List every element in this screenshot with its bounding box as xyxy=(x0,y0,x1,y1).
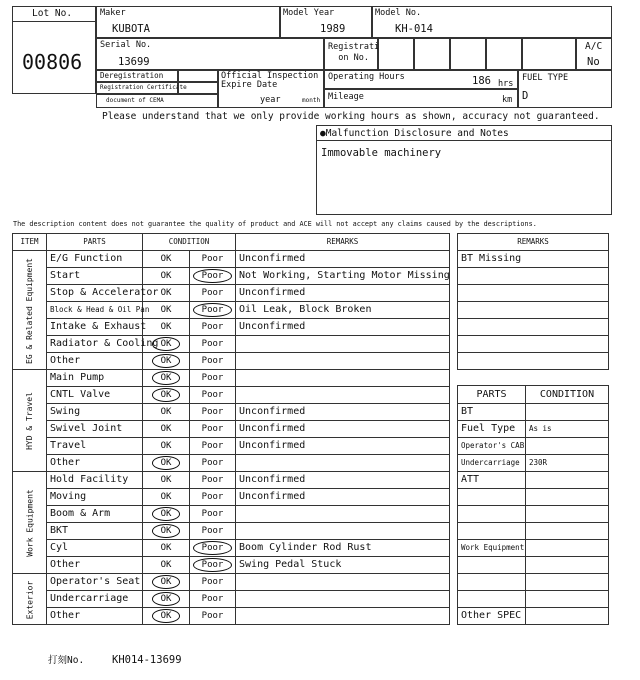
table-row xyxy=(13,506,450,523)
model-no-value: KH-014 xyxy=(395,23,433,35)
remarks-cell: Unconfirmed xyxy=(236,438,450,455)
hours-notice: Please understand that we only provide working hours as shown, accuracy not guaranteed. xyxy=(102,111,600,122)
ok-circled: OK xyxy=(152,524,181,538)
poor-cell xyxy=(190,404,236,421)
remarks-row xyxy=(458,336,609,353)
remarks-cell xyxy=(236,336,450,353)
part-name: Undercarriage xyxy=(47,591,143,608)
poor-cell xyxy=(190,574,236,591)
parts-value-cell xyxy=(526,540,609,557)
remarks-row xyxy=(458,319,609,336)
poor-label: Poor xyxy=(201,254,224,264)
item-group-cell xyxy=(13,472,47,574)
table-header-row xyxy=(13,234,450,251)
table-row xyxy=(13,370,450,387)
poor-label: Poor xyxy=(201,611,224,621)
remarks-row-cell: BT Missing xyxy=(458,251,609,268)
ok-cell xyxy=(143,489,190,506)
table-row xyxy=(13,540,450,557)
table-row xyxy=(13,557,450,574)
parts-value-cell: As is xyxy=(526,421,609,438)
model-year-label: Model Year xyxy=(283,8,335,18)
poor-cell xyxy=(190,591,236,608)
remarks-row-cell xyxy=(458,336,609,353)
poor-cell xyxy=(190,489,236,506)
parts-name-cell: Fuel Type xyxy=(458,421,526,438)
remarks-cell xyxy=(236,608,450,625)
poor-cell xyxy=(190,285,236,302)
poor-label: Poor xyxy=(201,526,224,536)
parts-name-cell: Work Equipment xyxy=(458,540,526,557)
registration-box-5 xyxy=(522,38,576,70)
ac-label: A/C xyxy=(585,41,603,52)
ok-label: OK xyxy=(160,475,172,485)
table-row xyxy=(13,472,450,489)
remarks-cell: Unconfirmed xyxy=(236,489,450,506)
remarks-header: REMARKS xyxy=(458,234,609,251)
remarks-row xyxy=(458,353,609,370)
table-row xyxy=(13,268,450,285)
reg-cert-label: Registration Certificate xyxy=(100,84,187,91)
ok-circled: OK xyxy=(152,507,181,521)
registration-box-4 xyxy=(486,38,522,70)
reg-cert-box xyxy=(178,82,218,94)
remarks-table xyxy=(457,233,609,370)
ok-circled: OK xyxy=(152,371,181,385)
table-row xyxy=(13,608,450,625)
km-unit: km xyxy=(502,95,513,105)
part-name: Hold Facility xyxy=(47,472,143,489)
part-name: Other xyxy=(47,353,143,370)
poor-cell xyxy=(190,455,236,472)
part-name: Swivel Joint xyxy=(47,421,143,438)
operating-hours-value: 186 xyxy=(472,75,491,87)
parts-value-cell xyxy=(526,506,609,523)
parts-row xyxy=(458,438,609,455)
poor-circled: Poor xyxy=(193,269,233,283)
mileage-label: Mileage xyxy=(328,92,364,102)
serial-value: 13699 xyxy=(118,56,150,68)
poor-label: Poor xyxy=(201,407,224,417)
parts-row xyxy=(458,540,609,557)
poor-cell xyxy=(190,557,236,574)
registration-box-3 xyxy=(450,38,486,70)
item-group-label: Exterior xyxy=(24,580,34,619)
parts-value-cell xyxy=(526,608,609,625)
parts-value-cell xyxy=(526,591,609,608)
model-no-label: Model No. xyxy=(375,8,422,18)
ok-cell xyxy=(143,370,190,387)
table-row xyxy=(13,455,450,472)
fuel-type-value: D xyxy=(522,90,529,102)
year-label: year xyxy=(260,95,281,105)
parts-row xyxy=(458,404,609,421)
disclaimer: The description content does not guarantee the quality of product and ACE will not accept any claims caused by the descriptions. xyxy=(13,220,537,228)
part-name: Moving xyxy=(47,489,143,506)
hrs-unit: hrs xyxy=(498,79,514,89)
poor-label: Poor xyxy=(201,441,224,451)
engraving-label: 打刻No. xyxy=(48,655,85,666)
parts-header-row xyxy=(458,386,609,404)
poor-label: Poor xyxy=(201,390,224,400)
ok-circled: OK xyxy=(152,609,181,623)
poor-label: Poor xyxy=(201,475,224,485)
part-name: Swing xyxy=(47,404,143,421)
poor-cell xyxy=(190,353,236,370)
model-year-value: 1989 xyxy=(320,23,346,35)
poor-label: Poor xyxy=(201,424,224,434)
malfunction-text: Immovable machinery xyxy=(321,147,442,159)
ok-label: OK xyxy=(160,322,172,332)
item-group-label: HYD & Travel xyxy=(24,392,34,450)
part-name: E/G Function xyxy=(47,251,143,268)
ok-cell xyxy=(143,438,190,455)
poor-cell xyxy=(190,608,236,625)
remarks-cell xyxy=(236,370,450,387)
poor-cell xyxy=(190,336,236,353)
table-row xyxy=(13,251,450,268)
part-name: Operator's Seat xyxy=(47,574,143,591)
part-name: Other xyxy=(47,608,143,625)
poor-label: Poor xyxy=(201,322,224,332)
poor-label: Poor xyxy=(201,458,224,468)
remarks-row-cell xyxy=(458,302,609,319)
poor-cell xyxy=(190,251,236,268)
part-name: Block & Head & Oil Pan xyxy=(47,302,143,319)
poor-cell xyxy=(190,523,236,540)
remarks-cell: Unconfirmed xyxy=(236,251,450,268)
month-label: month xyxy=(302,97,321,104)
inspection-label: Official Inspection Expire Date xyxy=(221,71,319,90)
parts-name-cell: Operator's CAB xyxy=(458,438,526,455)
remarks-cell xyxy=(236,353,450,370)
engraving-value: KH014-13699 xyxy=(112,654,182,666)
part-name: Other xyxy=(47,557,143,574)
table-row xyxy=(13,523,450,540)
parts-name-cell xyxy=(458,574,526,591)
parts-value-cell xyxy=(526,438,609,455)
part-name: Radiator & Cooling xyxy=(47,336,143,353)
inspection-table xyxy=(12,233,450,625)
poor-circled: Poor xyxy=(193,558,233,572)
remarks-cell: Oil Leak, Block Broken xyxy=(236,302,450,319)
poor-circled: Poor xyxy=(193,303,233,317)
malfunction-title: ●Malfunction Disclosure and Notes xyxy=(320,128,509,139)
poor-label: Poor xyxy=(201,509,224,519)
remarks-cell xyxy=(236,455,450,472)
ok-cell xyxy=(143,608,190,625)
remarks-cell xyxy=(236,506,450,523)
part-name: BKT xyxy=(47,523,143,540)
ok-label: OK xyxy=(160,288,172,298)
table-row xyxy=(13,387,450,404)
remarks-row xyxy=(458,285,609,302)
ac-value: No xyxy=(587,56,600,68)
remarks-cell xyxy=(236,387,450,404)
remarks-cell xyxy=(236,591,450,608)
poor-label: Poor xyxy=(201,594,224,604)
table-row xyxy=(13,421,450,438)
operating-hours-label: Operating Hours xyxy=(328,72,405,82)
item-group-label: EG & Related Equipment xyxy=(24,257,34,364)
ok-label: OK xyxy=(160,560,172,570)
cema-label: document of CEMA xyxy=(106,97,164,104)
deregistration-label: Deregistration xyxy=(100,71,164,80)
registration-label: Registrati on No. xyxy=(328,42,380,63)
ok-label: OK xyxy=(160,543,172,553)
ok-cell xyxy=(143,421,190,438)
ok-cell xyxy=(143,353,190,370)
fuel-type-label: FUEL TYPE xyxy=(522,73,569,83)
parts-row xyxy=(458,472,609,489)
ok-label: OK xyxy=(160,254,172,264)
parts-name-cell xyxy=(458,489,526,506)
poor-cell xyxy=(190,268,236,285)
parts-value-cell xyxy=(526,523,609,540)
ok-circled: OK xyxy=(152,354,181,368)
table-row xyxy=(13,336,450,353)
remarks-cell: Swing Pedal Stuck xyxy=(236,557,450,574)
parts-header: PARTS xyxy=(458,386,526,404)
item-group-cell xyxy=(13,370,47,472)
deregistration-box xyxy=(178,70,218,82)
ok-label: OK xyxy=(160,424,172,434)
parts-row xyxy=(458,489,609,506)
part-name: CNTL Valve xyxy=(47,387,143,404)
parts-value-cell xyxy=(526,472,609,489)
poor-cell xyxy=(190,472,236,489)
table-row xyxy=(13,353,450,370)
poor-cell xyxy=(190,387,236,404)
parts-value-cell xyxy=(526,489,609,506)
table-row xyxy=(13,285,450,302)
lot-number: 00806 xyxy=(22,50,83,74)
remarks-row-cell xyxy=(458,268,609,285)
condition-header: CONDITION xyxy=(526,386,609,404)
parts-name-cell: BT xyxy=(458,404,526,421)
registration-box-1 xyxy=(378,38,414,70)
parts-value-cell xyxy=(526,404,609,421)
ok-cell xyxy=(143,574,190,591)
remarks-cell: Unconfirmed xyxy=(236,421,450,438)
ok-cell xyxy=(143,302,190,319)
ok-circled: OK xyxy=(152,388,181,402)
poor-cell xyxy=(190,370,236,387)
header-condition: CONDITION xyxy=(143,234,236,251)
remarks-row-cell xyxy=(458,319,609,336)
parts-row xyxy=(458,455,609,472)
parts-row xyxy=(458,608,609,625)
header-remarks: REMARKS xyxy=(236,234,450,251)
part-name: Cyl xyxy=(47,540,143,557)
parts-row xyxy=(458,506,609,523)
remarks-cell: Unconfirmed xyxy=(236,472,450,489)
remarks-header-row xyxy=(458,234,609,251)
ok-label: OK xyxy=(160,407,172,417)
poor-cell xyxy=(190,540,236,557)
remarks-cell: Boom Cylinder Rod Rust xyxy=(236,540,450,557)
part-name: Stop & Accelerator xyxy=(47,285,143,302)
ok-cell xyxy=(143,557,190,574)
remarks-row xyxy=(458,251,609,268)
ok-circled: OK xyxy=(152,575,181,589)
ok-circled: OK xyxy=(152,456,181,470)
parts-value-cell xyxy=(526,574,609,591)
poor-circled: Poor xyxy=(193,541,233,555)
ok-label: OK xyxy=(160,305,172,315)
part-name: Start xyxy=(47,268,143,285)
remarks-cell: Unconfirmed xyxy=(236,319,450,336)
ok-cell xyxy=(143,268,190,285)
remarks-cell xyxy=(236,574,450,591)
parts-name-cell: ATT xyxy=(458,472,526,489)
ok-label: OK xyxy=(160,441,172,451)
ok-cell xyxy=(143,523,190,540)
serial-label: Serial No. xyxy=(100,40,152,50)
ok-cell xyxy=(143,455,190,472)
ok-cell xyxy=(143,387,190,404)
ok-cell xyxy=(143,404,190,421)
table-row xyxy=(13,319,450,336)
ok-cell xyxy=(143,472,190,489)
registration-box-2 xyxy=(414,38,450,70)
table-row xyxy=(13,404,450,421)
parts-name-cell xyxy=(458,557,526,574)
remarks-cell: Unconfirmed xyxy=(236,285,450,302)
item-group-cell xyxy=(13,251,47,370)
part-name: Travel xyxy=(47,438,143,455)
maker-value: KUBOTA xyxy=(112,23,150,35)
parts-row xyxy=(458,591,609,608)
remarks-row-cell xyxy=(458,285,609,302)
poor-label: Poor xyxy=(201,356,224,366)
remarks-row xyxy=(458,268,609,285)
ok-label: OK xyxy=(160,492,172,502)
ok-circled: OK xyxy=(152,592,181,606)
table-row xyxy=(13,591,450,608)
remarks-cell: Not Working, Starting Motor Missing xyxy=(236,268,450,285)
ok-label: OK xyxy=(160,271,172,281)
poor-label: Poor xyxy=(201,492,224,502)
parts-name-cell xyxy=(458,591,526,608)
poor-label: Poor xyxy=(201,288,224,298)
parts-value-cell: 230R xyxy=(526,455,609,472)
part-name: Boom & Arm xyxy=(47,506,143,523)
maker-label: Maker xyxy=(100,8,126,18)
poor-label: Poor xyxy=(201,577,224,587)
poor-label: Poor xyxy=(201,339,224,349)
parts-row xyxy=(458,523,609,540)
part-name: Other xyxy=(47,455,143,472)
parts-value-cell xyxy=(526,557,609,574)
ok-cell xyxy=(143,506,190,523)
poor-label: Poor xyxy=(201,373,224,383)
part-name: Main Pump xyxy=(47,370,143,387)
poor-cell xyxy=(190,302,236,319)
remarks-cell xyxy=(236,523,450,540)
remarks-row xyxy=(458,302,609,319)
parts-name-cell xyxy=(458,506,526,523)
parts-row xyxy=(458,557,609,574)
item-group-cell xyxy=(13,574,47,625)
header-parts: PARTS xyxy=(47,234,143,251)
poor-cell xyxy=(190,319,236,336)
header-item: ITEM xyxy=(13,234,47,251)
table-row xyxy=(13,574,450,591)
ok-cell xyxy=(143,319,190,336)
parts-row xyxy=(458,574,609,591)
ok-cell xyxy=(143,591,190,608)
part-name: Intake & Exhaust xyxy=(47,319,143,336)
ok-cell xyxy=(143,251,190,268)
item-group-label: Work Equipment xyxy=(25,489,35,557)
remarks-row-cell xyxy=(458,353,609,370)
parts-row xyxy=(458,421,609,438)
poor-cell xyxy=(190,421,236,438)
poor-cell xyxy=(190,438,236,455)
ok-circled: OK xyxy=(152,337,181,351)
parts-name-cell: Other SPEC xyxy=(458,608,526,625)
table-row xyxy=(13,489,450,506)
lot-label: Lot No. xyxy=(32,8,73,19)
parts-condition-table xyxy=(457,385,609,625)
table-row xyxy=(13,438,450,455)
ok-cell xyxy=(143,540,190,557)
parts-name-cell: Undercarriage xyxy=(458,455,526,472)
table-row xyxy=(13,302,450,319)
remarks-cell: Unconfirmed xyxy=(236,404,450,421)
poor-cell xyxy=(190,506,236,523)
parts-name-cell xyxy=(458,523,526,540)
